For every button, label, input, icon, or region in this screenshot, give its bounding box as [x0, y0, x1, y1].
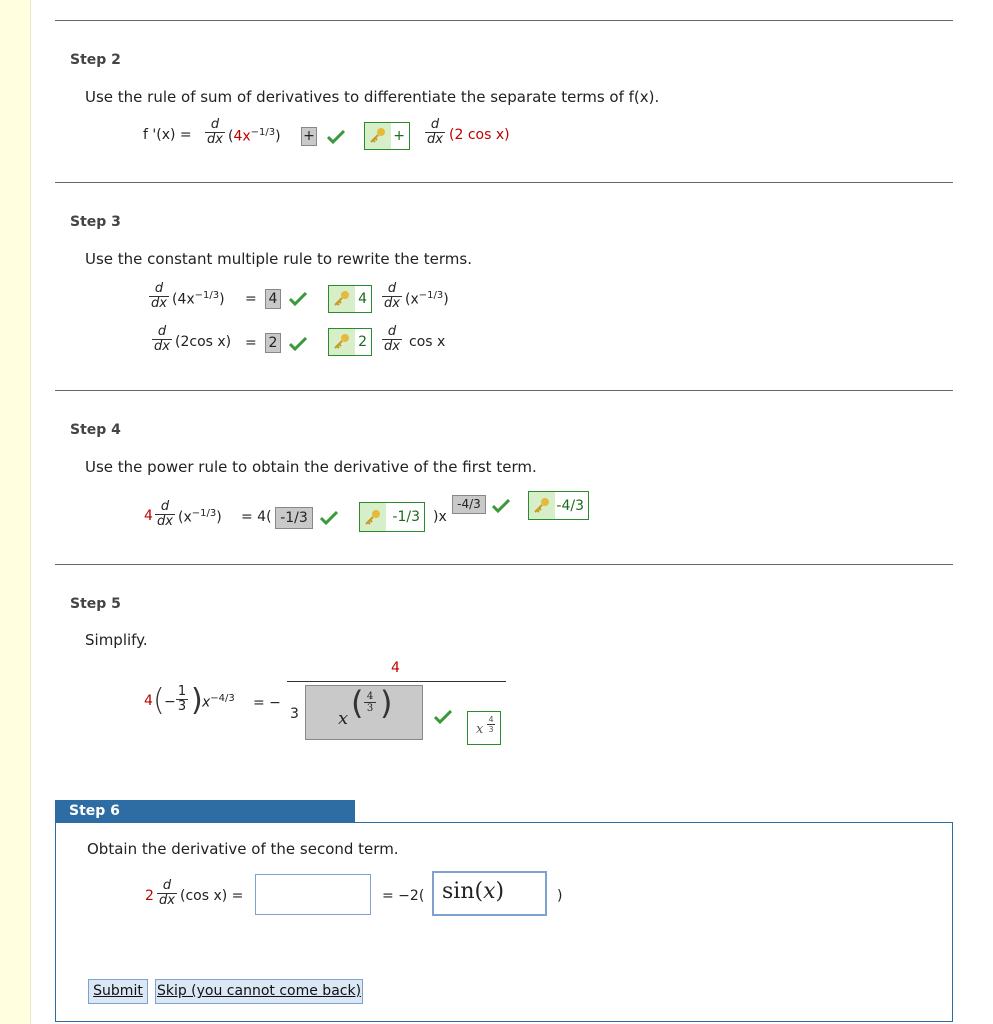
answer-key-constant-4[interactable]: 4 — [328, 285, 372, 313]
d-dx-fraction: d dx — [382, 325, 402, 354]
step-4-instruction: Use the power rule to obtain the derivative of the first term. — [85, 458, 537, 476]
d-dx-fraction: d dx — [382, 282, 402, 311]
divider — [55, 390, 953, 391]
answer-key-exponent-factor[interactable]: -1/3 — [359, 502, 425, 532]
closing-paren: ) — [557, 888, 563, 904]
sin-answer-field[interactable] — [432, 871, 547, 916]
row2-rhs-expression: cos x — [409, 334, 446, 350]
answer-constant-4: 4 — [265, 289, 281, 309]
cos-expression: (cos x) = — [180, 888, 244, 904]
equals-4: = 4( — [241, 509, 272, 525]
correct-check-icon — [289, 292, 307, 306]
equals: = — [245, 335, 257, 351]
step-2-title: Step 2 — [70, 52, 121, 68]
divider — [55, 182, 953, 183]
row1-rhs-expression: $(x^{-1/3})$ — [405, 290, 449, 308]
result-denominator-coefficient: 3 — [290, 706, 299, 722]
x-power: $x^{-4/3}$ — [202, 693, 235, 711]
power-expression: $(x^{-1/3})$ — [178, 508, 222, 526]
d-dx-fraction: d dx — [425, 118, 445, 147]
key-icon — [333, 289, 351, 307]
answer-exponent-factor: -1/3 — [275, 507, 313, 529]
one-third-fraction: 1 3 — [177, 684, 187, 714]
step-5-instruction: Simplify. — [85, 631, 148, 649]
answer-key-operator[interactable]: + — [364, 122, 410, 150]
answer-key-new-exponent[interactable]: -4/3 — [528, 491, 589, 520]
derivative-answer-input[interactable] — [255, 874, 371, 915]
step-2-instruction: Use the rule of sum of derivatives to differentiate the separate terms of f(x). — [85, 88, 660, 106]
key-icon — [533, 496, 551, 514]
term1-expression: $(4x^{-1/3})$ — [228, 127, 281, 145]
row2-expression: (2cos x) — [175, 334, 232, 350]
answer-constant-2: 2 — [265, 333, 281, 353]
lhs-coefficient: 4 — [144, 693, 153, 709]
step-6-title: Step 6 — [55, 800, 355, 822]
term2-expression: (2 cos x) — [449, 127, 510, 143]
correct-check-icon — [434, 710, 452, 724]
correct-check-icon — [492, 499, 510, 513]
skip-button[interactable]: Skip (you cannot come back) — [155, 979, 363, 1004]
answer-operator: + — [301, 127, 317, 146]
correct-check-icon — [289, 337, 307, 351]
answer-denominator-power: x ( 4 3 ) — [305, 685, 423, 740]
correct-check-icon — [320, 511, 338, 525]
row1-expression: $(4x^{-1/3})$ — [172, 290, 225, 308]
submit-button[interactable]: Submit — [88, 979, 148, 1004]
left-paren: ( — [153, 683, 165, 718]
correct-check-icon — [327, 130, 345, 144]
step-3-title: Step 3 — [70, 214, 121, 230]
result-numerator: 4 — [391, 660, 400, 676]
equals-negative-2: = −2( — [382, 888, 425, 904]
divider — [55, 564, 953, 565]
key-icon — [364, 508, 382, 526]
fraction-bar — [287, 681, 506, 682]
key-icon — [369, 126, 387, 144]
step-4-title: Step 4 — [70, 422, 121, 438]
answer-key-denominator-power[interactable]: x 4 3 — [467, 711, 501, 745]
x-factor: )x — [433, 509, 447, 525]
d-dx-fraction: d dx — [149, 282, 169, 311]
coefficient: 4 — [144, 508, 153, 524]
equals-negative: = − — [253, 695, 281, 711]
d-dx-fraction: d dx — [155, 500, 175, 529]
divider — [55, 20, 953, 21]
d-dx-fraction: d dx — [205, 118, 225, 147]
key-icon — [333, 332, 351, 350]
answer-key-constant-2[interactable]: 2 — [328, 328, 372, 356]
step-5-title: Step 5 — [70, 596, 121, 612]
d-dx-fraction: d dx — [152, 325, 172, 354]
f-prime-label: f '(x) = — [143, 127, 192, 143]
answer-new-exponent: -4/3 — [452, 495, 486, 514]
step-3-instruction: Use the constant multiple rule to rewrite the terms. — [85, 250, 472, 268]
sin-function-text: sin(x) — [442, 879, 505, 904]
left-margin-strip — [0, 0, 31, 1024]
coefficient: 2 — [145, 888, 154, 904]
minus-sign: − — [164, 694, 176, 710]
right-paren: ) — [191, 683, 203, 718]
d-dx-fraction: d dx — [157, 879, 177, 908]
equals: = — [245, 291, 257, 307]
step-6-instruction: Obtain the derivative of the second term. — [87, 840, 399, 858]
